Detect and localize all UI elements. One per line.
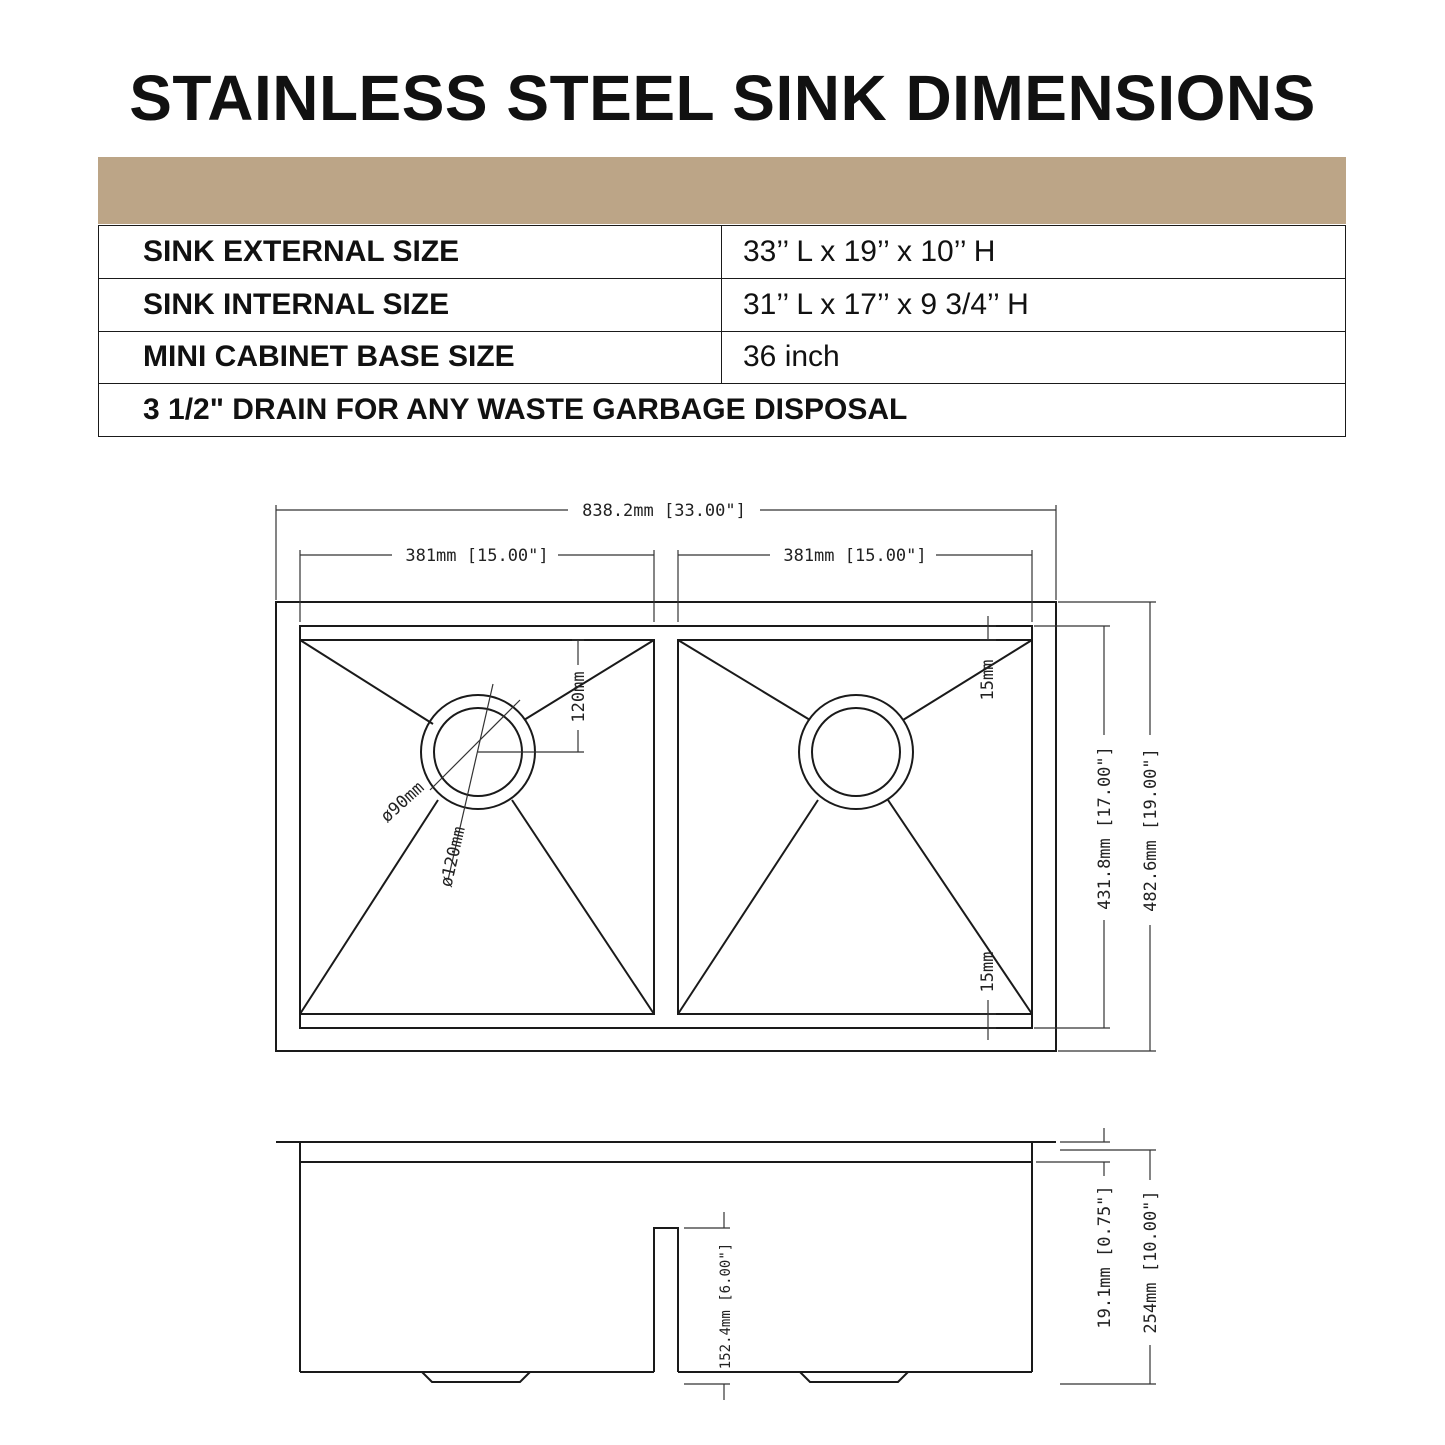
spec-label: MINI CABINET BASE SIZE (99, 331, 722, 384)
outer-rim (276, 602, 1056, 1051)
flange-height-label: 19.1mm [0.75"] (1095, 1185, 1115, 1329)
divider-height-label: 152.4mm [6.00"] (718, 1242, 734, 1370)
drain-inner-diameter-label: ø90mm (376, 777, 429, 827)
sink-side-view (276, 1142, 1056, 1382)
left-drain-flange (422, 1372, 530, 1382)
corner-bottom-label: 15mm (978, 951, 998, 993)
total-height-label: 254mm [10.00"] (1141, 1190, 1161, 1334)
left-bowl-width-label: 381mm [15.00"] (405, 546, 549, 566)
spec-value: 36 inch (722, 331, 1346, 384)
sink-top-view (276, 602, 1056, 1051)
drain-outer-diameter-label: ø120mm (436, 824, 470, 890)
dimension-lines (276, 505, 1156, 1051)
right-drain-outer (799, 695, 913, 809)
corner-top-label: 15mm (978, 659, 998, 701)
side-dimension-lines (684, 1128, 1156, 1400)
right-drain-flange (800, 1372, 908, 1382)
spec-value: 31’’ L x 17’’ x 9 3/4’’ H (722, 278, 1346, 331)
right-bowl-width-label: 381mm [15.00"] (783, 546, 927, 566)
page-title: STAINLESS STEEL SINK DIMENSIONS (129, 62, 1316, 134)
dimension-labels (377, 501, 1161, 1369)
overall-width-label: 838.2mm [33.00"] (582, 501, 746, 521)
drain-offset-label: 120mm (569, 671, 589, 723)
left-bowl (300, 640, 654, 1014)
internal-depth-label: 431.8mm [17.00"] (1095, 746, 1115, 910)
spec-label: SINK EXTERNAL SIZE (99, 226, 722, 279)
spec-value: 33’’ L x 19’’ x 10’’ H (722, 226, 1346, 279)
spec-label: 3 1/2" DRAIN FOR ANY WASTE GARBAGE DISPOSAL (99, 384, 1346, 437)
right-drain-inner (812, 708, 900, 796)
spec-label: SINK INTERNAL SIZE (99, 278, 722, 331)
external-depth-label: 482.6mm [19.00"] (1141, 748, 1161, 912)
inner-flange (300, 626, 1032, 1028)
bowl-divider (654, 1228, 678, 1372)
